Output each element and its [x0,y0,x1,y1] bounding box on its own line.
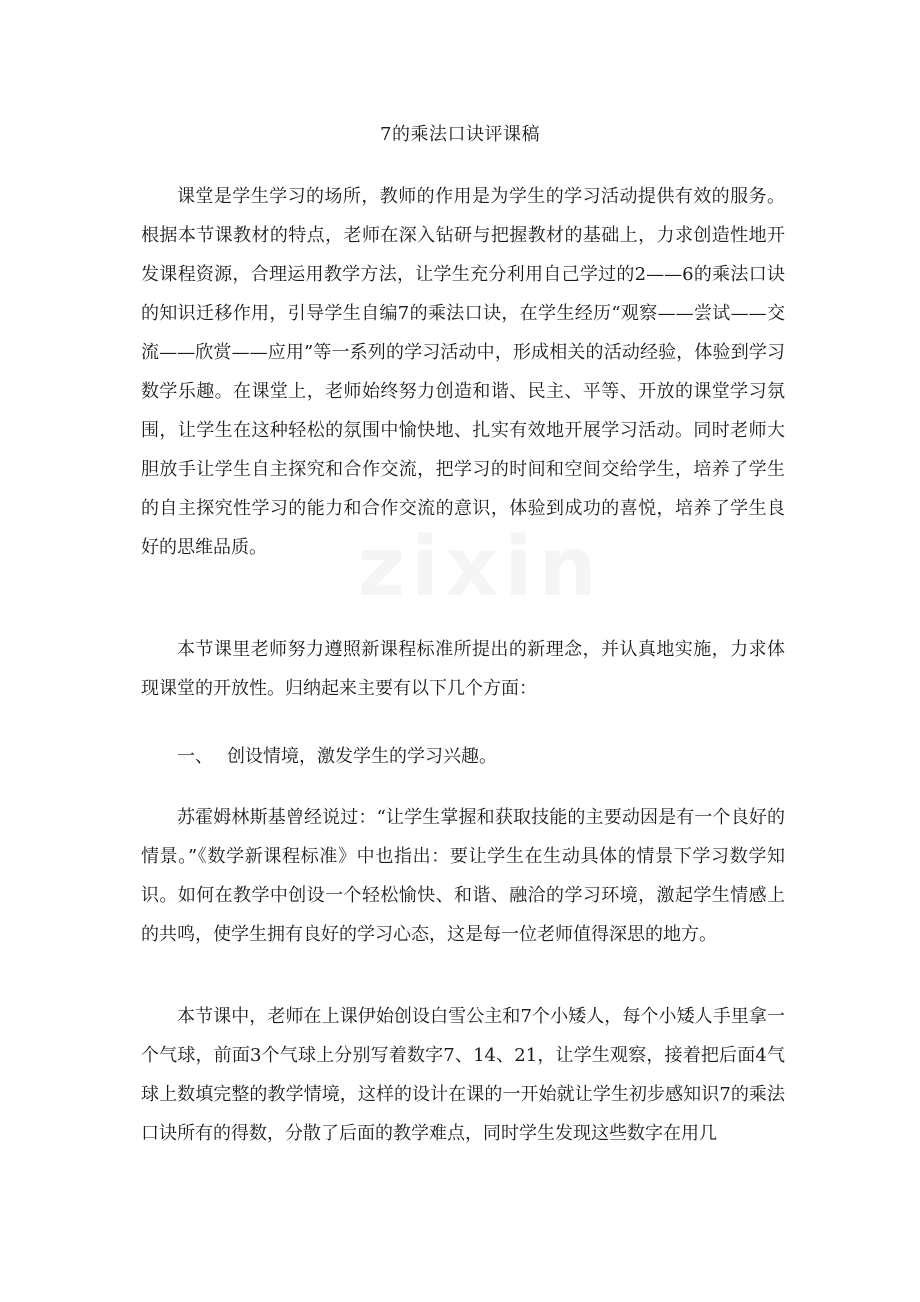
section-heading-text: 创设情境，激发学生的学习兴趣。 [227,746,497,767]
document-title: 7的乘法口诀评课稿 [380,124,540,145]
paragraph-overview: 本节课里老师努力遵照新课程标准所提出的新理念，并认真地实施，力求体现课堂的开放性。归纳起来主要有以下几个方面： [141,639,785,699]
section-heading [141,737,785,776]
section-heading-number: 一、 [177,746,213,767]
paragraph-example: 本节课中，老师在上课伊始创设白雪公主和7个小矮人，每个小矮人手里拿一个气球，前面3个气球上分别写着数字7、14、21，让学生观察，接着把后面4气球上数填完整的教学情境，这样的设计在课的一开始就让学生初步感知识7的乘法口诀所有的得数，分散了后面的教学难点，同时学生发现这些数字在用几 [141,1006,785,1144]
watermark: zixin [357,520,603,615]
paragraph-quote: 苏霍姆林斯基曾经说过：“让学生掌握和获取技能的主要动因是有一个良好的情景。”《数学新课程标准》中也指出：要让学生在生动具体的情景下学习数学知识。如何在教学中创设一个轻松愉快、和谐、融洽的学习环境，激起学生情感上的共鸣，使学生拥有良好的学习心态，这是每一位老师值得深思的地方。 [141,807,785,945]
paragraph-intro: 课堂是学生学习的场所，教师的作用是为学生的学习活动提供有效的服务。根据本节课教材的特点，老师在深入钻研与把握教材的基础上，力求创造性地开发课程资源，合理运用教学方法，让学生充分利用自己学过的2——6的乘法口诀的知识迁移作用，引导学生自编7的乘法口诀，在学生经历“观察——尝试——交流——欣赏——应用”等一系列的学习活动中，形成相关的活动经验，体验到学习数学乐趣。在课堂上，老师始终努力创造和谐、民主、平等、开放的课堂学习氛围，让学生在这种轻松的氛围中愉快地、扎实有效地开展学习活动。同时老师大胆放手让学生自主探究和合作交流，把学习的时间和空间交给学生，培养了学生的自主探究性学习的能力和合作交流的意识，体验到成功的喜悦，培养了学生良好的思维品质。 [141,186,785,558]
